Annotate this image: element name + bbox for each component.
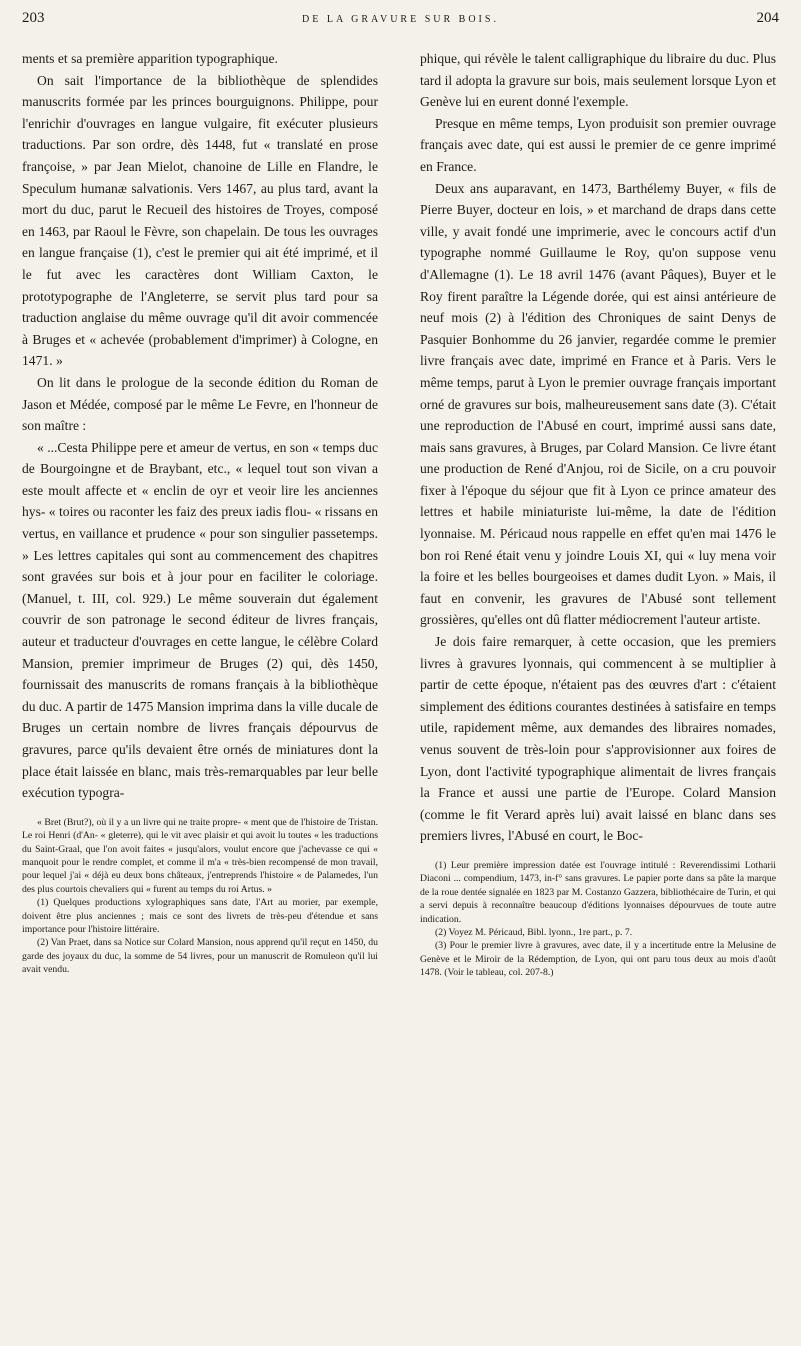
footnotes-left <box>22 816 378 977</box>
paragraph: « ...Cesta Philippe pere et ameur de vertus, en son « temps duc de Bourgoingne et de Braybant, etc., « lequel tout son vivan a este moult affecte et « enclin de oyr et veoir lire les anciennes hys- « toires ou raconter les faiz des preux iadis flou- « rissans en vertus, en vaillance et prudence « pour son singulier passetemps. » Les lettres capitales qui sont au commencement des chapitres sont gravées sur bois et à jour pour en faciliter le coloriage. (Manuel, t. III, col. 929.) Le même souverain dut également couvrir de son patronage le second éditeur de livres français, auteur et traducteur d'ouvrages en cette langue, le célèbre Colard Mansion, premier imprimeur de Bruges (2) qui, dès 1450, fournissait des manuscrits de romans français à la bibliothèque du duc. A partir de 1475 Mansion imprima dans la ville ducale de Bruges un certain nombre de livres français dépourvus de gravures, parce qu'ils devaient être ornés de miniatures dont la place était laissée en blanc, mais très-remarquables par leur belle exécution typogra- <box>22 439 378 801</box>
footnote: « Bret (Brut?), où il y a un livre qui ne traite propre- « ment que de l'histoire de Tristan. Le roi Henri (d'An- « gleterre), qui le vit avec plaisir et qui avoit lu toutes « les traductions du Saint-Graal, que l'on avoit faites « jusqu'alors, voulut encore que j'achevasse ce qui « manquoit pour le rendre complet, et comme il m'a « très-bien recompensé de mon travail, pour lequel j'ai « déjà eu deux bons châteaux, j'entreprends l'histoire « de Palamedes, l'un des plus courtois chevaliers qui « furent au temps du roi Artus. » <box>22 816 378 895</box>
paragraph: Deux ans auparavant, en 1473, Barthélemy Buyer, « fils de Pierre Buyer, docteur en lois, » et marchand de draps dans cette ville, y avait fondé une imprimerie, avec le concours actif d'un typographe nommé Guillaume le Roy, qu'on suppose venu d'Allemagne (1). Le 18 avril 1476 (avant Pâques), Buyer et le Roy firent paraître la Légende dorée, qui est ainsi antérieure de neuf mois (2) à l'édition des Chroniques de saint Denys de Pasquier Bonhomme du 26 janvier, regardée comme le premier livre français avec date, imprimé en France et à Paris. Vers le même temps, parut à Lyon le premier ouvrage français important orné de gravures sur bois, malheureusement sans date (3). C'était une reproduction de l'Abusé en court, imprimé aussi sans date, mais sans gravures, à Bruges, par Colard Mansion. Ce livre étant une production de René d'Anjou, roi de Sicile, on a cru pouvoir fixer à l'époque du séjour que fit à Lyon ce prince amateur des lettres et habile miniaturiste lui-même, la date de l'édition lyonnaise. M. Péricaud nous rappelle en effet qu'en mai 1476 le bon roi René était venu y joindre Louis XI, qui « luy mena voir la foire et les belles bourgeoises et dames dudit Lyon. » Mais, il faut en convenir, les gravures de l'Abusé sont tellement grossières, qu'elles ont dû flatter médiocrement l'auteur artiste. <box>420 180 776 628</box>
footnote: (3) Pour le premier livre à gravures, avec date, il y a incertitude entre la Melusine de Genève et le Miroir de la Rédemption, de Lyon, qui ont paru tous deux au mois d'août 1478. (Voir le tableau, col. 207-8.) <box>420 940 776 979</box>
page-number-left: 203 <box>22 10 45 26</box>
right-column <box>420 48 776 980</box>
footnotes-right <box>420 859 776 980</box>
paragraph: On sait l'importance de la bibliothèque de splendides manuscrits formée par les princes bourguignons. Philippe, pour l'enrichir d'ouvrages en langue vulgaire, fit exécuter plusieurs traductions. Par son ordre, dès 1448, fut « translaté en prose françoise, » par Jean Mielot, chanoine de Lille en Flandre, le Speculum humanæ salvationis. Vers 1467, au plus tard, avant la mort du duc, parut le Recueil des histoires de Troyes, composé en 1463, par Raoul le Fèvre, son chapelain. De tous les ouvrages en langue française (1), c'est le premier qui ait été imprimé, et il le fut avec les caractères dont William Caxton, le prototypographe de l'Angleterre, se servit plus tard pour sa traduction anglaise du même ouvrage qu'il dit avoir commencée à Bruges et « achevée (probablement d'imprimer) à Cologne, en 1471. » <box>22 72 378 369</box>
footnote: (2) Voyez M. Péricaud, Bibl. lyonn., 1re part., p. 7. <box>435 927 633 938</box>
paragraph: Presque en même temps, Lyon produisit son premier ouvrage français avec date, qui est aussi le premier de ce genre imprimé en France. <box>420 115 776 174</box>
paragraph: On lit dans le prologue de la seconde édition du Roman de Jason et Médée, composé par le même Le Fevre, en l'honneur de son maître : <box>22 374 378 434</box>
left-column <box>22 48 378 977</box>
footnote: (2) Van Praet, dans sa Notice sur Colard Mansion, nous apprend qu'il reçut en 1450, du garde des joyaux du duc, la somme de 54 livres, pour un manuscrit de Romuleon qu'il lui avait vendu. <box>22 937 378 976</box>
paragraph: Je dois faire remarquer, à cette occasion, que les premiers livres à gravures lyonnais, qui commencent à se multiplier à partir de cette époque, n'étaient pas des œuvres d'art : c'étaient simplement des éditions courantes destinées à satisfaire en temps utile, rapidement même, aux demandes des libraires nomades, venus souvent de très-loin pour s'approvisionner aux foires de Lyon, dont l'activité typographique alimentait de livres français la France et aussi une partie de l'Europe. Colard Mansion (comme le fit Verard après lui) avait laissé en blanc dans ses premiers livres, l'Abusé en court, le Boc- <box>420 634 776 844</box>
footnote: (1) Quelques productions xylographiques sans date, l'Art au morier, par exemple, doivent être plus anciennes ; mais ce sont des livrets de très-peu d'étendue et sans importance pour l'histoire littéraire. <box>22 897 378 936</box>
footnote: (1) Leur première impression datée est l'ouvrage intitulé : Reverendissimi Lotharii Diaconi ... compendium, 1473, in-f° sans gravures. Le papier porte dans sa pâte la marque de la roue dentée signalée en 1823 par M. Costanzo Gazzera, bibliothécaire de Turin, et qui a servi depuis à reconnaître beaucoup d'éditions lyonnaises dépourvues de toute autre indication. <box>420 859 776 925</box>
paragraph: phique, qui révèle le talent calligraphique du libraire du duc. Plus tard il adopta la gravure sur bois, mais seulement lorsque Lyon et Genève lui en eurent donné l'exemple. <box>420 51 776 110</box>
paragraph: ments et sa première apparition typographique. <box>22 51 278 66</box>
page-header <box>0 10 801 36</box>
page-number-right: 204 <box>756 10 779 26</box>
running-title: DE LA GRAVURE SUR BOIS. <box>302 14 499 25</box>
